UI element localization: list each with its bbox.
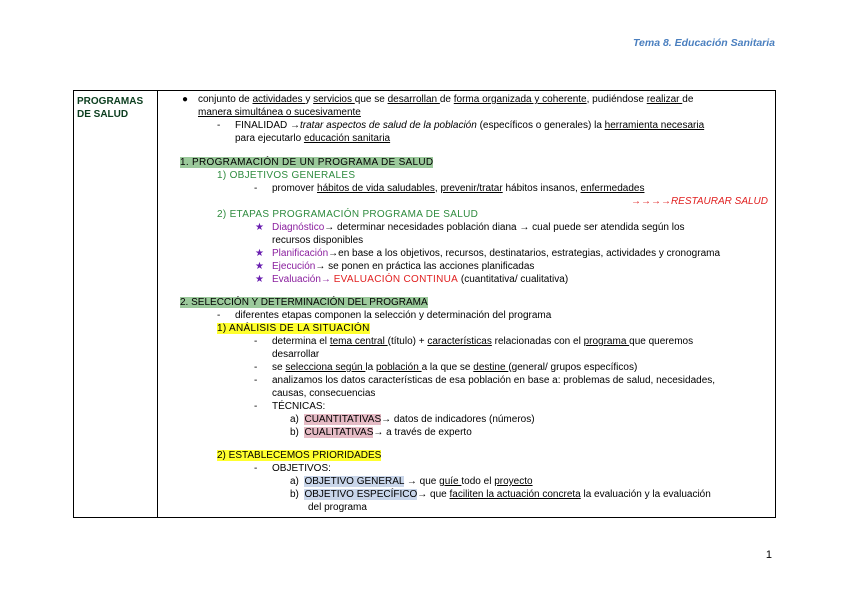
section-2-heading: 2. SELECCIÓN Y DETERMINACIÓN DEL PROGRAMA [180,297,428,308]
tecnicas-label: TÉCNICAS: [272,401,326,412]
analisis-dash-3: - [254,375,258,386]
intro-bullet: ● [182,94,189,105]
analisis-heading: 1) ANÁLISIS DE LA SITUACIÓN [217,323,370,334]
document-header-title: Tema 8. Educación Sanitaria [633,37,775,49]
etapas-heading: 2) ETAPAS PROGRAMACIÓN PROGRAMA DE SALUD [217,209,479,220]
restaurar-salud-note: →→→→RESTAURAR SALUD [630,196,768,207]
planificacion-line: Planificación→en base a los objetivos, recursos, destinatarios, estrategias, actividades y cronograma [272,248,721,259]
ejecucion-line: Ejecución→ se ponen en práctica las acciones planificadas [272,261,535,272]
analisis-dash-4: - [254,401,258,412]
intro-line-2: manera simultánea o sucesivamente [198,107,361,118]
prioridades-dash: - [254,463,258,474]
section-2-dash: - [217,310,221,321]
prioridades-heading: 2) ESTABLECEMOS PRIORIDADES [217,450,382,461]
analisis-dash-2: - [254,362,258,373]
diagnostico-line: Diagnóstico→ determinar necesidades población diana → cual puede ser atendida según los [272,222,685,233]
objetivos-generales-heading: 1) OBJETIVOS GENERALES [217,170,356,181]
objetivo-general-line: a) OBJETIVO GENERAL → que guíe todo el proyecto [290,476,533,487]
objetivo-especifico-cont: del programa [308,502,367,513]
star-icon: ★ [255,222,264,233]
finalidad-line-2: para ejecutarlo educación sanitaria [235,133,391,144]
star-icon: ★ [255,248,264,259]
topic-column [74,91,158,517]
objetivo-especifico-line: b) OBJETIVO ESPECÍFICO→ que faciliten la actuación concreta la evaluación y la evaluación [290,489,711,500]
objetivos-line: promover hábitos de vida saludables, prevenir/tratar hábitos insanos, enfermedades [272,183,645,194]
section-1-heading: 1. PROGRAMACIÓN DE UN PROGRAMA DE SALUD [180,157,434,168]
star-icon: ★ [255,261,264,272]
analisis-item-3-cont: causas, consecuencias [272,388,376,399]
analisis-item-2: se selecciona según la población a la que se destine (general/ grupos específicos) [272,362,638,373]
page-number: 1 [765,549,772,561]
section-2-intro: diferentes etapas componen la selección y determinación del programa [235,310,552,321]
finalidad-dash: - [217,120,221,131]
tecnica-cualitativa: b) CUALITATIVAS→ a través de experto [290,427,472,438]
objetivos-dash: - [254,183,258,194]
star-icon: ★ [255,274,264,285]
analisis-item-1-cont: desarrollar [272,349,320,360]
content-table [73,90,776,518]
objetivos-label: OBJETIVOS: [272,463,331,474]
diagnostico-line-2: recursos disponibles [272,235,364,246]
analisis-dash-1: - [254,336,258,347]
intro-line-1: conjunto de actividades y servicios que se desarrollan de forma organizada y coherente, pudiéndose realizar de [198,94,694,105]
analisis-item-1: determina el tema central (título) + características relacionadas con el programa que queremos [272,336,694,347]
analisis-item-3: analizamos los datos características de esa población en base a: problemas de salud, necesidades, [272,375,716,386]
tecnica-cuantitativa: a) CUANTITATIVAS→ datos de indicadores (números) [290,414,535,425]
topic-label: PROGRAMAS DE SALUD [77,96,144,120]
evaluacion-line: Evaluación→ EVALUACIÓN CONTINUA (cuantitativa/ cualitativa) [272,274,569,285]
finalidad-line-1: FINALIDAD →tratar aspectos de salud de la población (específicos o generales) la herramienta necesaria [235,120,705,131]
